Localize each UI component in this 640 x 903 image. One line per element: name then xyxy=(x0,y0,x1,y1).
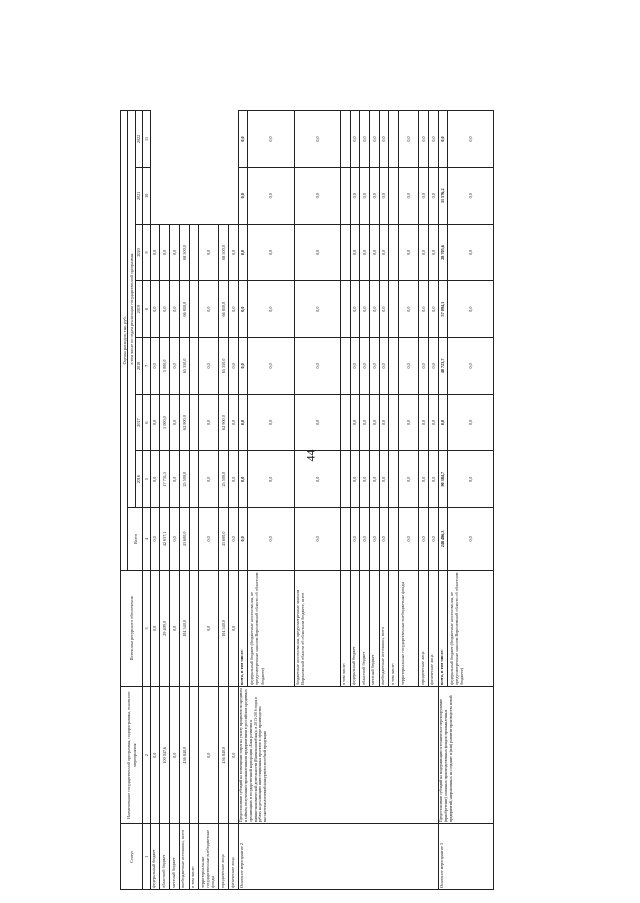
value-cell: 0,0 xyxy=(238,508,248,571)
value-cell xyxy=(389,338,399,395)
value-cell: 31 576,2 xyxy=(438,167,448,224)
column-number: 3 xyxy=(143,570,150,686)
value-cell: 0,0 xyxy=(438,111,448,168)
value-cell: 0,0 xyxy=(419,167,429,224)
value-cell: 0,0 xyxy=(350,394,360,451)
value-cell: 0,0 xyxy=(360,111,370,168)
table-row xyxy=(160,111,170,890)
value-cell: 0,0 xyxy=(294,508,340,571)
value-cell: 0,0 xyxy=(398,394,418,451)
value-cell: 0,0 xyxy=(248,167,294,224)
value-cell: 0,0 xyxy=(419,508,429,571)
event-status-cell: Основное мероприятие 3 xyxy=(438,824,494,890)
value-cell: 0,0 xyxy=(398,338,418,395)
value-cell: 68 500,0 xyxy=(179,224,189,281)
value-cell: 0,0 xyxy=(160,224,170,281)
value-cell xyxy=(189,451,199,508)
source-cell: местный бюджет xyxy=(369,570,379,686)
value-cell xyxy=(189,224,199,281)
table-row xyxy=(238,111,248,890)
header-year: 2018 xyxy=(135,338,142,395)
value-cell: 0,0 xyxy=(170,281,180,338)
table-row xyxy=(438,111,448,890)
value-cell: 0,0 xyxy=(428,224,438,281)
value-cell: 0,0 xyxy=(229,394,239,451)
value-cell: 0,0 xyxy=(360,508,370,571)
value-cell: 0,0 xyxy=(379,281,389,338)
value-cell: 40 723,7 xyxy=(438,338,448,395)
value-cell: 0,0 xyxy=(199,570,219,686)
value-cell: 0,0 xyxy=(369,167,379,224)
value-cell: 0,0 xyxy=(170,394,180,451)
value-cell xyxy=(340,338,350,395)
source-cell: федеральный бюджет (бюджетные ассигнования, не предусмотренные законом Воронежской области об областном бюджете) xyxy=(448,570,494,686)
value-cell: 0,0 xyxy=(428,394,438,451)
value-cell: 0,0 xyxy=(294,451,340,508)
source-cell: в том числе: xyxy=(389,570,399,686)
value-cell: 0,0 xyxy=(294,167,340,224)
value-cell: 0,0 xyxy=(199,451,219,508)
source-cell: федеральный бюджет xyxy=(150,824,160,890)
value-cell: 0,0 xyxy=(369,508,379,571)
value-cell: 0,0 xyxy=(229,338,239,395)
value-cell: 0,0 xyxy=(294,224,340,281)
column-number: 6 xyxy=(143,394,150,451)
value-cell: 0,0 xyxy=(360,451,370,508)
value-cell: 0,0 xyxy=(379,111,389,168)
value-cell: 0,0 xyxy=(248,451,294,508)
value-cell: 0,0 xyxy=(229,570,239,686)
value-cell: 0,0 xyxy=(438,394,448,451)
column-number: 9 xyxy=(143,224,150,281)
value-cell: 0,0 xyxy=(170,508,180,571)
value-cell: 0,0 xyxy=(248,508,294,571)
header-year: 2016 xyxy=(135,451,142,508)
value-cell: 0,0 xyxy=(248,394,294,451)
header-source: Источники ресурсного обеспечения xyxy=(121,570,143,686)
value-cell: 0,0 xyxy=(199,338,219,395)
value-cell: 104 540,0 xyxy=(179,570,189,686)
column-number: 2 xyxy=(143,687,150,824)
header-total: Всего xyxy=(128,508,143,571)
value-cell: 0,0 xyxy=(150,224,160,281)
value-cell: 0,0 xyxy=(428,167,438,224)
value-cell: 0,0 xyxy=(238,281,248,338)
source-cell: всего, в том числе: xyxy=(238,570,248,686)
value-cell: 0,0 xyxy=(170,570,180,686)
value-cell: 29 409,0 xyxy=(160,570,170,686)
value-cell xyxy=(189,281,199,338)
value-cell: 0,0 xyxy=(448,451,494,508)
value-cell: 65 350,0 xyxy=(179,338,189,395)
value-cell: 436 840,0 xyxy=(179,687,189,824)
table-row xyxy=(150,111,160,890)
value-cell: 0,0 xyxy=(229,224,239,281)
value-cell: 0,0 xyxy=(350,451,360,508)
rotated-budget-table-page xyxy=(120,110,585,890)
source-cell: внебюджетные источники, всего xyxy=(379,570,389,686)
value-cell: 0,0 xyxy=(360,224,370,281)
value-cell: 0,0 xyxy=(199,508,219,571)
column-number: 7 xyxy=(143,338,150,395)
value-cell: 0,0 xyxy=(199,394,219,451)
value-cell: 0,0 xyxy=(229,687,239,824)
value-cell xyxy=(189,687,199,824)
source-cell: в том числе: xyxy=(340,570,350,686)
header-by-years: в том числе по годам реализации государственной программы xyxy=(128,111,135,508)
header-row-1 xyxy=(121,111,128,890)
source-cell: физические лица xyxy=(428,570,438,686)
value-cell: 62 900,0 xyxy=(179,394,189,451)
value-cell: 0,0 xyxy=(229,451,239,508)
value-cell: 436 840,0 xyxy=(219,687,229,824)
value-cell: 43 600,0 xyxy=(219,508,229,571)
value-cell xyxy=(340,451,350,508)
header-year: 2020 xyxy=(135,224,142,281)
value-cell: 68 500,0 xyxy=(219,224,229,281)
value-cell: 0,0 xyxy=(238,167,248,224)
value-cell: 0,0 xyxy=(419,224,429,281)
value-cell: 0,0 xyxy=(379,394,389,451)
table-row xyxy=(179,111,189,890)
value-cell: 0,0 xyxy=(369,281,379,338)
value-cell: 0,0 xyxy=(379,224,389,281)
source-cell: местный бюджет xyxy=(170,824,180,890)
value-cell xyxy=(189,394,199,451)
value-cell: 0,0 xyxy=(294,111,340,168)
value-cell: 0,0 xyxy=(428,281,438,338)
event-name-cell: Предоставление субсидий на возмещение затрат на уплату процентов по кредитам и займам, полученным промышленными предприятиями в российских кредитных организациях и государственной корпорации «Банк развития и внешнеэкономической деятельности (Внешэкономбанк)» в 2013-2016 годах в рублях на реализацию инвестиционных проектов в сфере производства высокотехнологичной конкурентоспособной продукции xyxy=(238,687,438,824)
value-cell: 0,0 xyxy=(398,224,418,281)
value-cell: 0,0 xyxy=(199,281,219,338)
value-cell: 0,0 xyxy=(369,451,379,508)
value-cell xyxy=(389,111,399,168)
budget-table xyxy=(120,110,494,890)
value-cell: 0,0 xyxy=(369,394,379,451)
value-cell: 0,0 xyxy=(369,111,379,168)
event-name-cell: Предоставление субсидий на модернизацию и техническое перевооружение (приобретение) основных производственных фондов промышленных предприятий, направленных на создание и (или) развитие производства новой xyxy=(438,687,494,824)
source-cell: физические лица xyxy=(229,824,239,890)
value-cell: 25 500,0 xyxy=(219,451,229,508)
value-cell: 0,0 xyxy=(238,451,248,508)
header-year: 2017 xyxy=(135,394,142,451)
value-cell: 0,0 xyxy=(150,570,160,686)
value-cell xyxy=(389,394,399,451)
value-cell: 57 094,1 xyxy=(438,281,448,338)
value-cell: 0,0 xyxy=(448,394,494,451)
value-cell xyxy=(389,167,399,224)
value-cell: 43 600,0 xyxy=(179,508,189,571)
table-body xyxy=(150,111,494,890)
value-cell xyxy=(189,508,199,571)
value-cell: 0,0 xyxy=(398,508,418,571)
value-cell: 0,0 xyxy=(229,281,239,338)
header-year: 2019 xyxy=(135,281,142,338)
value-cell: 248 486,3 xyxy=(438,508,448,571)
value-cell: 0,0 xyxy=(379,167,389,224)
value-cell xyxy=(389,224,399,281)
value-cell xyxy=(189,570,199,686)
value-cell: 0,0 xyxy=(428,111,438,168)
value-cell: 0,0 xyxy=(360,338,370,395)
value-cell: 28 705,6 xyxy=(438,224,448,281)
value-cell: 0,0 xyxy=(448,508,494,571)
value-cell: 0,0 xyxy=(369,338,379,395)
value-cell: 0,0 xyxy=(150,394,160,451)
value-cell: 0,0 xyxy=(419,111,429,168)
column-number: 8 xyxy=(143,281,150,338)
value-cell xyxy=(340,111,350,168)
value-cell: 0,0 xyxy=(150,508,160,571)
value-cell: 65 350,0 xyxy=(219,338,229,395)
value-cell: 0,0 xyxy=(150,338,160,395)
page-number: 44 xyxy=(303,449,318,462)
value-cell: 100 047,6 xyxy=(160,687,170,824)
source-cell: территориальные государственные внебюджетные фонды xyxy=(199,824,219,890)
source-cell: внебюджетные источники, всего xyxy=(179,824,189,890)
event-status-cell: Основное мероприятие 2 xyxy=(238,824,438,890)
value-cell: 0,0 xyxy=(360,167,370,224)
column-number: 11 xyxy=(143,111,150,168)
value-cell xyxy=(389,281,399,338)
value-cell: 0,0 xyxy=(199,224,219,281)
value-cell: 0,0 xyxy=(248,338,294,395)
source-cell: юридические лица xyxy=(419,570,429,686)
value-cell: 0,0 xyxy=(428,451,438,508)
column-number: 5 xyxy=(143,451,150,508)
value-cell: 0,0 xyxy=(238,338,248,395)
value-cell: 0,0 xyxy=(398,167,418,224)
value-cell: 0,0 xyxy=(379,451,389,508)
value-cell: 0,0 xyxy=(199,687,219,824)
value-cell: 0,0 xyxy=(350,281,360,338)
column-number-row xyxy=(143,111,150,890)
column-number: 10 xyxy=(143,167,150,224)
value-cell: 0,0 xyxy=(419,281,429,338)
header-year: 2022 xyxy=(135,111,142,168)
value-cell: 0,0 xyxy=(248,111,294,168)
value-cell: 0,0 xyxy=(419,451,429,508)
value-cell: 42 637,1 xyxy=(160,508,170,571)
value-cell xyxy=(340,224,350,281)
value-cell: 0,0 xyxy=(229,508,239,571)
header-status: Статус xyxy=(121,824,143,890)
header-year: 2021 xyxy=(135,167,142,224)
table-row xyxy=(199,111,219,890)
value-cell: 0,0 xyxy=(170,224,180,281)
table-row xyxy=(229,111,239,890)
table-row xyxy=(170,111,180,890)
value-cell: 17 731,5 xyxy=(160,451,170,508)
value-cell: 0,0 xyxy=(448,338,494,395)
value-cell: 0,0 xyxy=(419,338,429,395)
value-cell: 0,0 xyxy=(448,224,494,281)
value-cell: 0,0 xyxy=(350,338,360,395)
value-cell: 5 000,0 xyxy=(160,338,170,395)
value-cell: 0,0 xyxy=(294,338,340,395)
column-number: 4 xyxy=(143,508,150,571)
value-cell: 0,0 xyxy=(170,687,180,824)
column-number: 1 xyxy=(143,824,150,890)
value-cell: 0,0 xyxy=(398,281,418,338)
value-cell xyxy=(189,338,199,395)
value-cell: 0,0 xyxy=(360,281,370,338)
value-cell: 0,0 xyxy=(248,224,294,281)
value-cell: 0,0 xyxy=(448,281,494,338)
value-cell: 0,0 xyxy=(350,508,360,571)
value-cell: 0,0 xyxy=(238,224,248,281)
source-cell: бюджетные ассигнования, предусмотренные законом Воронежской области об областном бюджете, всего xyxy=(294,570,340,686)
value-cell: 0,0 xyxy=(294,394,340,451)
source-cell: юридические лица xyxy=(219,824,229,890)
value-cell: 0,0 xyxy=(350,167,360,224)
value-cell: 0,0 xyxy=(248,281,294,338)
value-cell: 25 500,0 xyxy=(179,451,189,508)
value-cell: 0,0 xyxy=(419,394,429,451)
value-cell xyxy=(340,281,350,338)
value-cell: 0,0 xyxy=(350,111,360,168)
source-cell: областной бюджет xyxy=(360,570,370,686)
value-cell: 0,0 xyxy=(350,224,360,281)
header-expense-estimate: Оценка расходов, тыс. руб. xyxy=(121,111,128,571)
value-cell: 0,0 xyxy=(160,281,170,338)
table-row xyxy=(189,111,199,890)
value-cell: 66 850,0 xyxy=(219,281,229,338)
value-cell: 0,0 xyxy=(238,394,248,451)
value-cell: 0,0 xyxy=(238,111,248,168)
source-cell: областной бюджет xyxy=(160,824,170,890)
value-cell: 0,0 xyxy=(170,451,180,508)
value-cell xyxy=(340,394,350,451)
value-cell: 0,0 xyxy=(379,338,389,395)
source-cell: федеральный бюджет xyxy=(350,570,360,686)
value-cell: 0,0 xyxy=(294,281,340,338)
value-cell: 0,0 xyxy=(360,394,370,451)
table-row xyxy=(219,111,229,890)
value-cell: 0,0 xyxy=(398,111,418,168)
value-cell: 0,0 xyxy=(150,281,160,338)
value-cell xyxy=(389,451,399,508)
value-cell: 0,0 xyxy=(150,687,160,824)
source-cell: всего, в том числе: xyxy=(438,570,448,686)
value-cell: 5 000,0 xyxy=(160,394,170,451)
value-cell: 0,0 xyxy=(428,338,438,395)
value-cell: 66 850,0 xyxy=(179,281,189,338)
header-name: Наименование государственной программы, подпрограммы, основного мероприятия xyxy=(121,687,143,824)
value-cell: 0,0 xyxy=(369,224,379,281)
source-cell: федеральный бюджет (бюджетные ассигнования, не предусмотренные законом Воронежской области об областном бюджете) xyxy=(248,570,294,686)
value-cell: 90 384,7 xyxy=(438,451,448,508)
value-cell: 104 540,0 xyxy=(219,570,229,686)
value-cell xyxy=(340,167,350,224)
value-cell: 0,0 xyxy=(150,451,160,508)
value-cell: 0,0 xyxy=(398,451,418,508)
value-cell: 0,0 xyxy=(448,167,494,224)
value-cell: 0,0 xyxy=(448,111,494,168)
source-cell: территориальные государственные внебюджетные фонды xyxy=(398,570,418,686)
value-cell: 0,0 xyxy=(170,338,180,395)
value-cell xyxy=(389,508,399,571)
value-cell: 0,0 xyxy=(428,508,438,571)
value-cell: 62 900,0 xyxy=(219,394,229,451)
value-cell: 0,0 xyxy=(379,508,389,571)
value-cell xyxy=(340,508,350,571)
source-cell: в том числе: xyxy=(189,824,199,890)
